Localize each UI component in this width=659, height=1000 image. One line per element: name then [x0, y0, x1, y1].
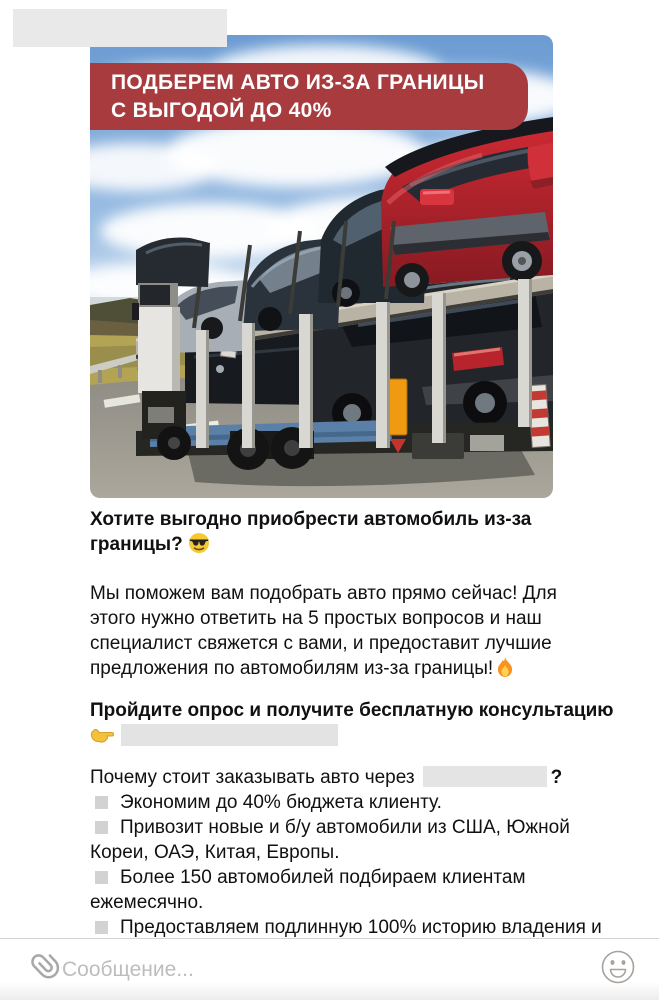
bullet-3: Более 150 автомобилей подбираем клиентам [90, 865, 595, 890]
pointing-right-emoji-icon [90, 723, 114, 752]
cta-link-line [90, 723, 595, 748]
cool-sunglasses-emoji-icon [188, 532, 210, 561]
bullet-3-cont: ежемесячно. [90, 892, 204, 913]
bullet-square-icon [95, 871, 108, 884]
bullet-1: Экономим до 40% бюджета клиенту. [90, 790, 595, 815]
heading-line2: границы? [90, 532, 595, 557]
intro-line4: предложения по автомобилям из-за границы! [90, 656, 595, 681]
bullet-2-cont: Кореи, ОАЭ, Китая, Европы. [90, 842, 340, 863]
redacted-survey-link[interactable] [121, 724, 338, 746]
message-text [90, 507, 614, 940]
heading-line1: Хотите выгодно приобрести автомобиль из-за [90, 509, 532, 530]
intro-line3: специалист свяжется с вами, и предоставит лучшие [90, 633, 552, 654]
redacted-sender-name[interactable] [13, 9, 227, 47]
bullet-square-icon [95, 821, 108, 834]
intro-line2: этого нужно ответить на 5 простых вопросов и наш [90, 608, 542, 629]
why-line: Почему стоит заказывать авто через ? [90, 767, 563, 788]
emoji-smiley-icon[interactable] [599, 948, 637, 991]
attach-paperclip-icon[interactable] [24, 946, 64, 995]
message-composer-bar [0, 938, 659, 1000]
message-input[interactable]: Сообщение... [62, 958, 194, 981]
promo-banner-line1: ПОДБЕРЕМ АВТО ИЗ-ЗА ГРАНИЦЫ [111, 71, 485, 94]
bullet-square-icon [95, 921, 108, 934]
bullet-square-icon [95, 796, 108, 809]
redacted-channel-name[interactable] [423, 766, 547, 787]
promo-banner [90, 63, 528, 130]
intro-line1: Мы поможем вам подобрать авто прямо сейчас! Для [90, 583, 557, 604]
bullet-2: Привозит новые и б/у автомобили из США, Южной [90, 815, 595, 840]
fire-emoji-icon [495, 656, 515, 685]
cta-line: Пройдите опрос и получите бесплатную консультацию [90, 700, 614, 721]
promo-banner-line2: С ВЫГОДОЙ ДО 40% [111, 99, 332, 122]
bullet-4: Предоставляем подлинную 100% историю владения и [90, 915, 595, 940]
post-photo[interactable] [90, 35, 553, 498]
